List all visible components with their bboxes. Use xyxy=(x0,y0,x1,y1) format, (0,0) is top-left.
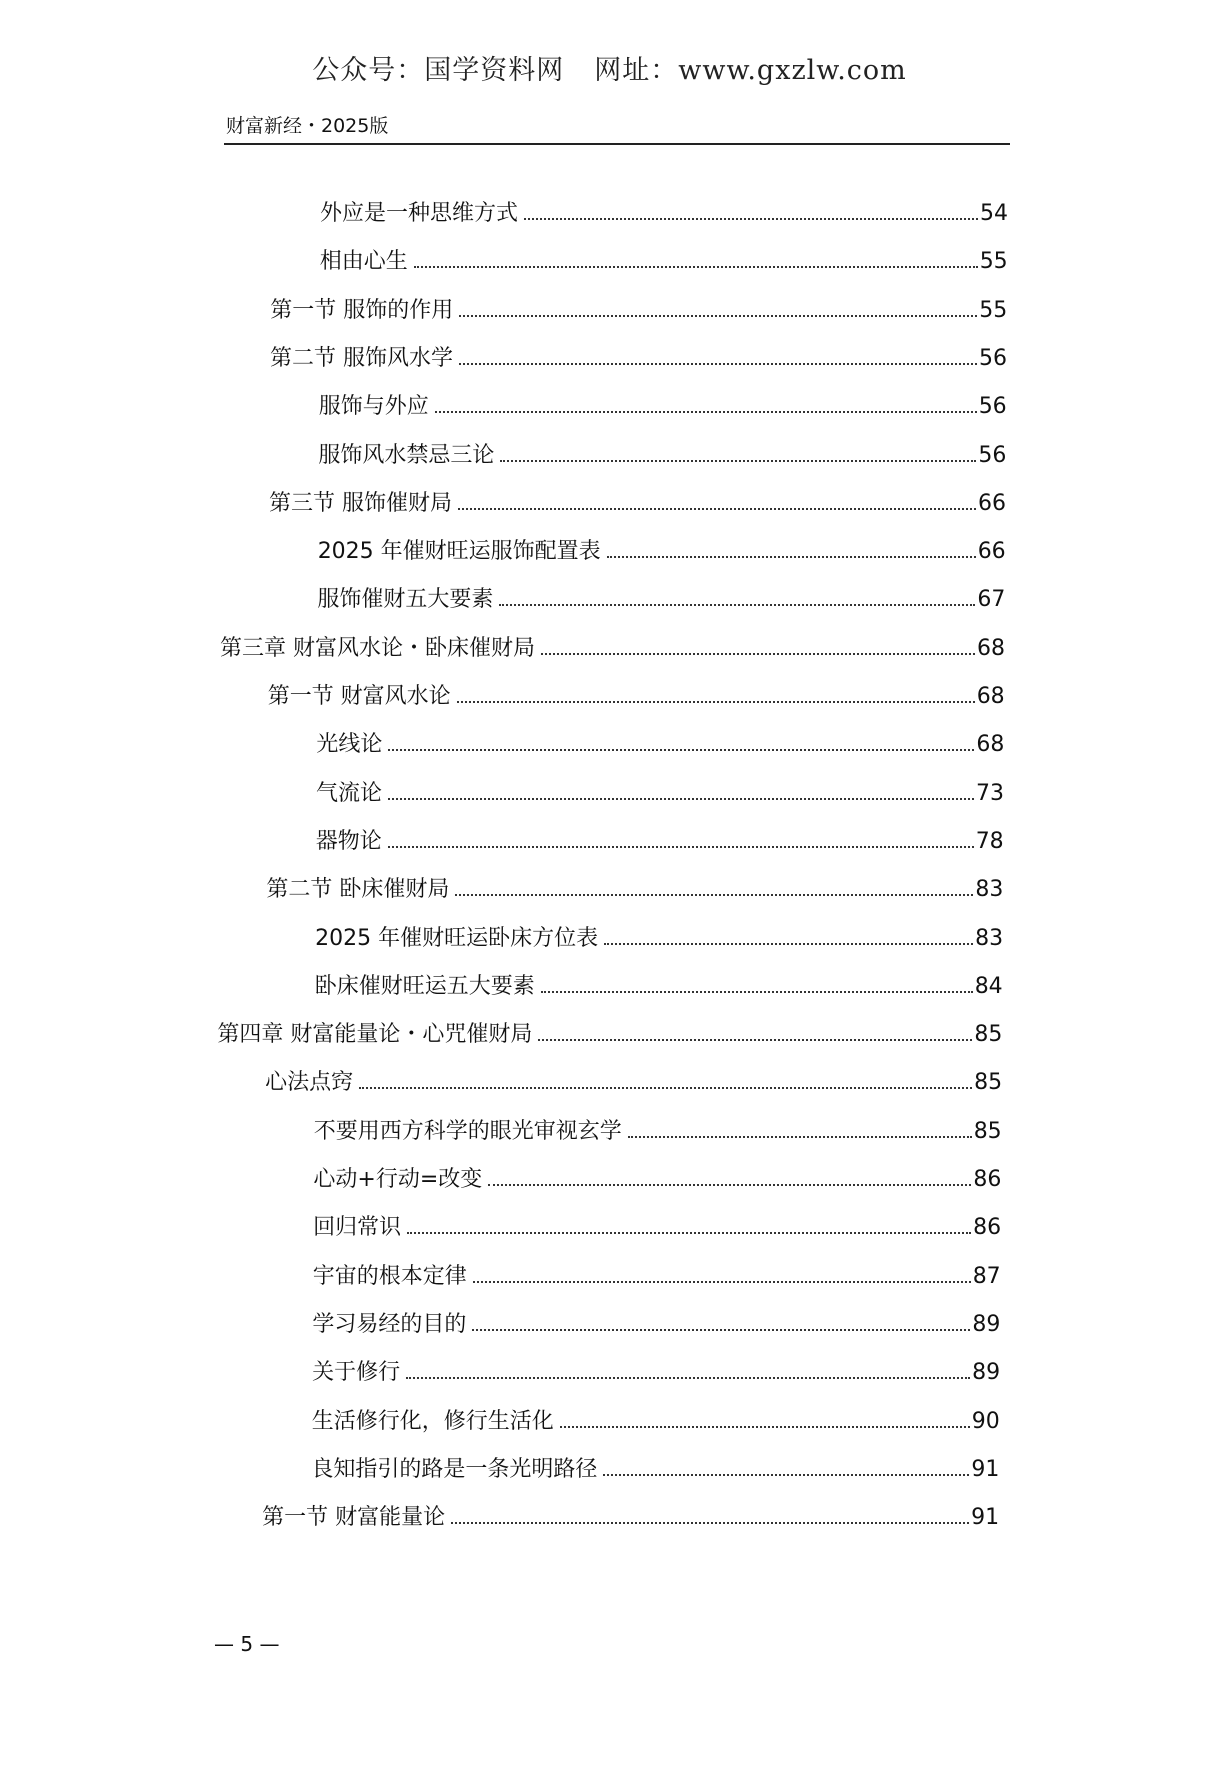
toc-dot-leader xyxy=(451,1522,969,1524)
toc-dot-leader xyxy=(388,749,974,751)
watermark-site: 网址：www.gxzlw.com xyxy=(594,55,907,86)
toc-entry-page: 55 xyxy=(979,249,1008,275)
toc-entry-page: 55 xyxy=(979,297,1008,323)
toc-entry-page: 89 xyxy=(972,1360,1001,1386)
toc-entry-page: 66 xyxy=(977,539,1006,565)
toc-dot-leader xyxy=(435,411,977,413)
toc-entry[interactable] xyxy=(270,341,1007,375)
toc-entry-page: 78 xyxy=(975,828,1004,854)
page-number-footer: — 5 — xyxy=(214,1632,280,1656)
toc-entry-title: 第二节 服饰风水学 xyxy=(270,345,453,371)
toc-entry-title: 气流论 xyxy=(316,780,383,806)
toc-entry-page: 56 xyxy=(978,394,1007,420)
toc-dot-leader xyxy=(499,604,975,606)
toc-entry-page: 54 xyxy=(980,201,1008,226)
toc-entry-title: 心法点窍 xyxy=(265,1070,354,1096)
toc-dot-leader xyxy=(458,508,976,510)
toc-entry[interactable] xyxy=(320,196,1008,230)
toc-entry[interactable] xyxy=(266,872,1003,906)
toc-entry-title: 第一节 财富风水论 xyxy=(267,684,451,709)
toc-dot-leader xyxy=(541,991,973,993)
toc-entry-page: 68 xyxy=(976,684,1005,709)
toc-entry[interactable] xyxy=(316,727,1004,761)
toc-dot-leader xyxy=(459,315,977,317)
toc-dot-leader xyxy=(500,460,976,462)
toc-dot-leader xyxy=(524,218,978,220)
toc-entry-title: 卧床催财旺运五大要素 xyxy=(314,973,535,999)
toc-entry[interactable] xyxy=(269,486,1006,520)
toc-entry-page: 67 xyxy=(977,587,1006,613)
toc-dot-leader xyxy=(607,556,976,558)
toc-entry-title: 宇宙的根本定律 xyxy=(312,1263,467,1289)
toc-dot-leader xyxy=(473,1281,971,1283)
toc-entry-page: 86 xyxy=(973,1167,1002,1192)
toc-entry-page: 56 xyxy=(979,345,1007,371)
toc-entry[interactable] xyxy=(262,1500,999,1534)
toc-dot-leader xyxy=(406,1377,970,1379)
toc-entry[interactable] xyxy=(316,824,1004,858)
toc-entry-page: 83 xyxy=(975,925,1004,951)
toc-dot-leader xyxy=(407,1232,971,1234)
toc-entry-page: 85 xyxy=(974,1070,1003,1096)
toc-entry-page: 85 xyxy=(974,1022,1003,1048)
toc-dot-leader xyxy=(488,1184,971,1186)
toc-dot-leader xyxy=(388,846,974,848)
toc-dot-leader xyxy=(628,1136,972,1138)
toc-entry[interactable] xyxy=(313,1259,1001,1293)
toc-entry-title: 服饰催财五大要素 xyxy=(317,587,494,613)
toc-entry-title: 关于修行 xyxy=(312,1360,401,1386)
toc-entry[interactable] xyxy=(320,244,1008,278)
toc-entry-title: 第四章 财富能量论・心咒催财局 xyxy=(217,1022,533,1048)
toc-entry-title: 第三节 服饰催财局 xyxy=(269,490,452,516)
toc-entry-page: 90 xyxy=(971,1408,1000,1434)
toc-entry-page: 73 xyxy=(976,780,1004,806)
toc-entry[interactable] xyxy=(315,921,1003,955)
toc-entry[interactable] xyxy=(316,776,1004,810)
toc-entry-page: 91 xyxy=(971,1505,1000,1531)
toc-entry-page: 86 xyxy=(973,1215,1002,1241)
toc-entry-title: 学习易经的目的 xyxy=(312,1311,467,1337)
toc-entry-title: 心动+行动=改变 xyxy=(313,1167,483,1192)
toc-entry-title: 不要用西方科学的眼光审视玄学 xyxy=(313,1118,622,1144)
toc-entry-title: 器物论 xyxy=(315,828,382,854)
toc-entry-title: 2025 年催财旺运卧床方位表 xyxy=(315,925,599,951)
toc-dot-leader xyxy=(359,1087,972,1089)
toc-entry[interactable] xyxy=(220,631,1005,665)
toc-entry[interactable] xyxy=(312,1355,1000,1389)
toc-entry[interactable] xyxy=(318,438,1006,472)
toc-entry-page: 85 xyxy=(973,1118,1002,1144)
toc-entry-title: 第三章 财富风水论・卧床催财局 xyxy=(220,635,535,661)
running-header: 财富新经・2025版 xyxy=(226,115,389,137)
toc-entry-title: 服饰风水禁忌三论 xyxy=(318,442,495,468)
toc-entry[interactable] xyxy=(312,1404,1000,1438)
toc-entry[interactable] xyxy=(270,293,1007,327)
toc-entry-title: 第二节 卧床催财局 xyxy=(266,877,450,903)
toc-entry-page: 87 xyxy=(972,1263,1001,1289)
toc-entry-page: 56 xyxy=(978,442,1007,468)
toc-dot-leader xyxy=(388,798,974,800)
toc-dot-leader xyxy=(459,363,977,365)
toc-dot-leader xyxy=(603,1474,969,1476)
toc-entry-title: 第一节 服饰的作用 xyxy=(270,297,454,323)
toc-entry[interactable] xyxy=(317,582,1005,616)
toc-dot-leader xyxy=(538,1039,972,1041)
toc-dot-leader xyxy=(560,1426,970,1428)
toc-entry-title: 光线论 xyxy=(316,732,383,758)
toc-entry[interactable] xyxy=(319,389,1007,423)
toc-entry-title: 服饰与外应 xyxy=(318,394,429,420)
toc-entry-page: 66 xyxy=(978,490,1006,516)
toc-entry[interactable] xyxy=(268,679,1005,713)
toc-dot-leader xyxy=(541,653,975,655)
toc-entry-title: 相由心生 xyxy=(319,249,408,275)
toc-entry[interactable] xyxy=(217,1017,1002,1051)
watermark-account: 公众号：国学资料网 xyxy=(312,55,565,86)
toc-entry-page: 68 xyxy=(976,732,1005,758)
toc-entry-title: 2025 年催财旺运服饰配置表 xyxy=(317,539,601,565)
toc-entry[interactable] xyxy=(311,1452,999,1486)
toc-entry[interactable] xyxy=(314,1114,1002,1148)
toc-entry-title: 外应是一种思维方式 xyxy=(320,201,519,226)
toc-dot-leader xyxy=(455,894,973,896)
toc-entry-title: 良知指引的路是一条光明路径 xyxy=(311,1456,598,1482)
toc-entry-page: 84 xyxy=(974,973,1003,999)
toc-entry[interactable] xyxy=(318,534,1006,568)
toc-dot-leader xyxy=(604,943,973,945)
toc-entry-title: 生活修行化，修行生活化 xyxy=(311,1408,554,1434)
toc-entry-page: 68 xyxy=(977,635,1005,661)
toc-entry[interactable] xyxy=(265,1065,1002,1099)
toc-entry-title: 第一节 财富能量论 xyxy=(262,1505,446,1531)
toc-dot-leader xyxy=(472,1329,970,1331)
toc-entry[interactable] xyxy=(313,1210,1001,1244)
toc-entry-page: 91 xyxy=(971,1456,1000,1482)
toc-entry[interactable] xyxy=(315,969,1003,1003)
toc-entry-page: 83 xyxy=(975,877,1004,903)
toc-entry-title: 回归常识 xyxy=(313,1215,402,1241)
toc-dot-leader xyxy=(457,701,975,703)
toc-entry-page: 89 xyxy=(972,1311,1001,1337)
toc-dot-leader xyxy=(414,266,978,268)
toc-entry[interactable] xyxy=(312,1307,1000,1341)
toc-entry[interactable] xyxy=(313,1162,1001,1196)
